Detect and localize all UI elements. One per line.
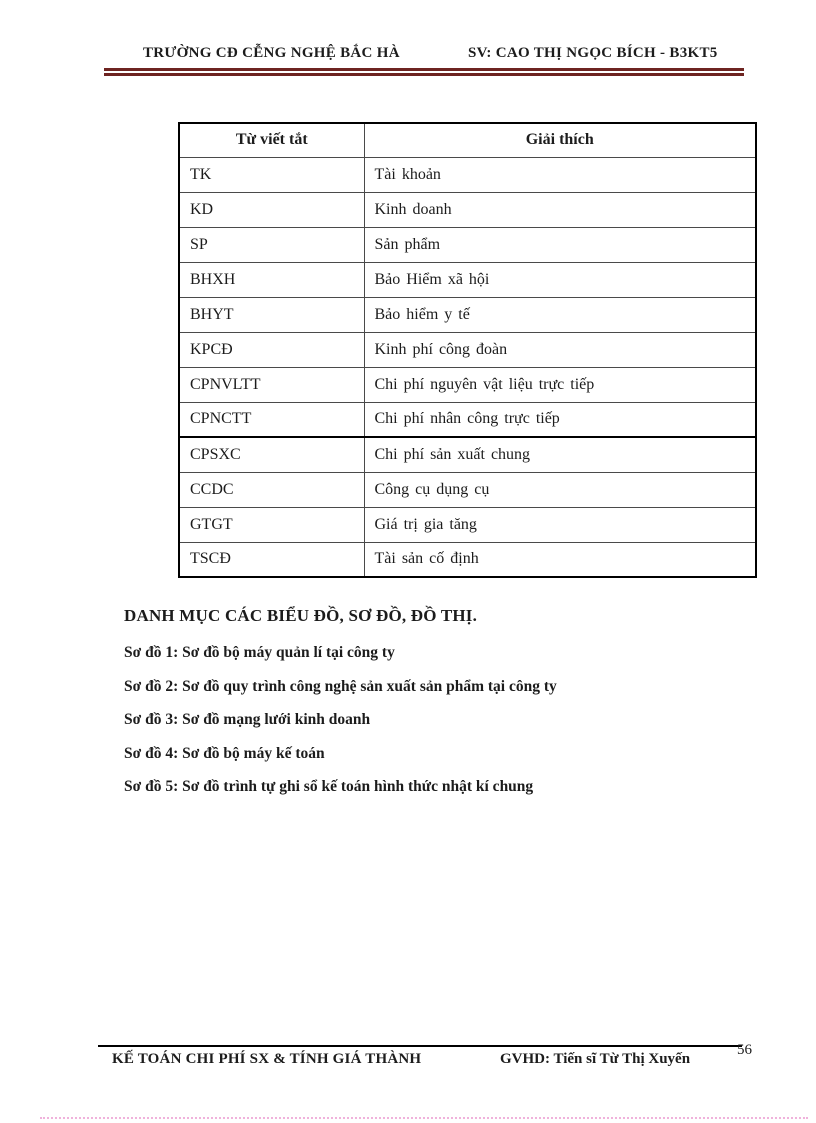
table-row <box>179 157 756 192</box>
table-row <box>179 507 756 542</box>
header-school-name: TRƯỜNG CĐ CỄNG NGHỆ BẮC HÀ <box>143 45 400 61</box>
explanation-cell: Chi phí sản xuất chung <box>364 437 756 472</box>
abbreviation-cell: CPNVLTT <box>179 367 364 402</box>
header-student-name: SV: CAO THỊ NGỌC BÍCH - B3KT5 <box>468 45 718 61</box>
table-header-row <box>179 123 756 157</box>
table-row <box>179 472 756 507</box>
diagram-list-item: Sơ đồ 4: Sơ đồ bộ máy kế toán <box>124 744 325 762</box>
explanation-cell: Chi phí nguyên vật liệu trực tiếp <box>364 367 756 402</box>
explanation-cell: Bảo hiểm y tế <box>364 297 756 332</box>
abbreviation-cell: CPNCTT <box>179 402 364 437</box>
explanation-cell: Kinh doanh <box>364 192 756 227</box>
abbreviation-cell: BHYT <box>179 297 364 332</box>
explanation-cell: Tài khoản <box>364 157 756 192</box>
diagram-list-item: Sơ đồ 2: Sơ đồ quy trình công nghệ sản xuất sản phẩm tại công ty <box>124 677 557 695</box>
table-row <box>179 227 756 262</box>
explanation-cell: Bảo Hiểm xã hội <box>364 262 756 297</box>
abbreviation-cell: BHXH <box>179 262 364 297</box>
footer-advisor: GVHD: Tiến sĩ Từ Thị Xuyến <box>500 1051 691 1067</box>
diagram-list-item: Sơ đồ 5: Sơ đồ trình tự ghi sổ kế toán hình thức nhật kí chung <box>124 778 534 795</box>
column-header-explanation: Giải thích <box>364 123 756 157</box>
explanation-cell: Công cụ dụng cụ <box>364 472 756 507</box>
table-row <box>179 402 756 437</box>
footer-rule <box>98 1045 742 1047</box>
abbreviation-cell: TK <box>179 157 364 192</box>
table-row <box>179 262 756 297</box>
abbreviation-cell: KD <box>179 192 364 227</box>
table-row <box>179 437 756 472</box>
abbreviation-cell: CCDC <box>179 472 364 507</box>
abbreviation-cell: TSCĐ <box>179 542 364 577</box>
abbreviation-cell: CPSXC <box>179 437 364 472</box>
page-number: 56 <box>737 1042 752 1058</box>
diagram-list <box>124 644 557 812</box>
table-row <box>179 332 756 367</box>
diagram-section-heading: DANH MỤC CÁC BIỂU ĐỒ, SƠ ĐỒ, ĐỒ THỊ. <box>124 606 478 625</box>
explanation-cell: Chi phí nhân công trực tiếp <box>364 402 756 437</box>
explanation-cell: Sản phẩm <box>364 227 756 262</box>
abbreviation-cell: SP <box>179 227 364 262</box>
diagram-list-item: Sơ đồ 1: Sơ đồ bộ máy quản lí tại công ty <box>124 644 395 661</box>
diagram-list-item: Sơ đồ 3: Sơ đồ mạng lưới kinh doanh <box>124 711 371 728</box>
table-row <box>179 192 756 227</box>
explanation-cell: Giá trị gia tăng <box>364 507 756 542</box>
footer-document-title: KẾ TOÁN CHI PHÍ SX & TÍNH GIÁ THÀNH <box>112 1051 422 1067</box>
header-rule <box>104 68 744 76</box>
column-header-abbreviation: Từ viết tắt <box>179 123 364 157</box>
table-row <box>179 542 756 577</box>
abbreviation-cell: GTGT <box>179 507 364 542</box>
table-row <box>179 297 756 332</box>
table-row <box>179 367 756 402</box>
explanation-cell: Tài sản cố định <box>364 542 756 577</box>
explanation-cell: Kinh phí công đoàn <box>364 332 756 367</box>
abbreviation-cell: KPCĐ <box>179 332 364 367</box>
bottom-dotted-rule <box>40 1117 808 1119</box>
abbreviation-table <box>178 122 757 578</box>
